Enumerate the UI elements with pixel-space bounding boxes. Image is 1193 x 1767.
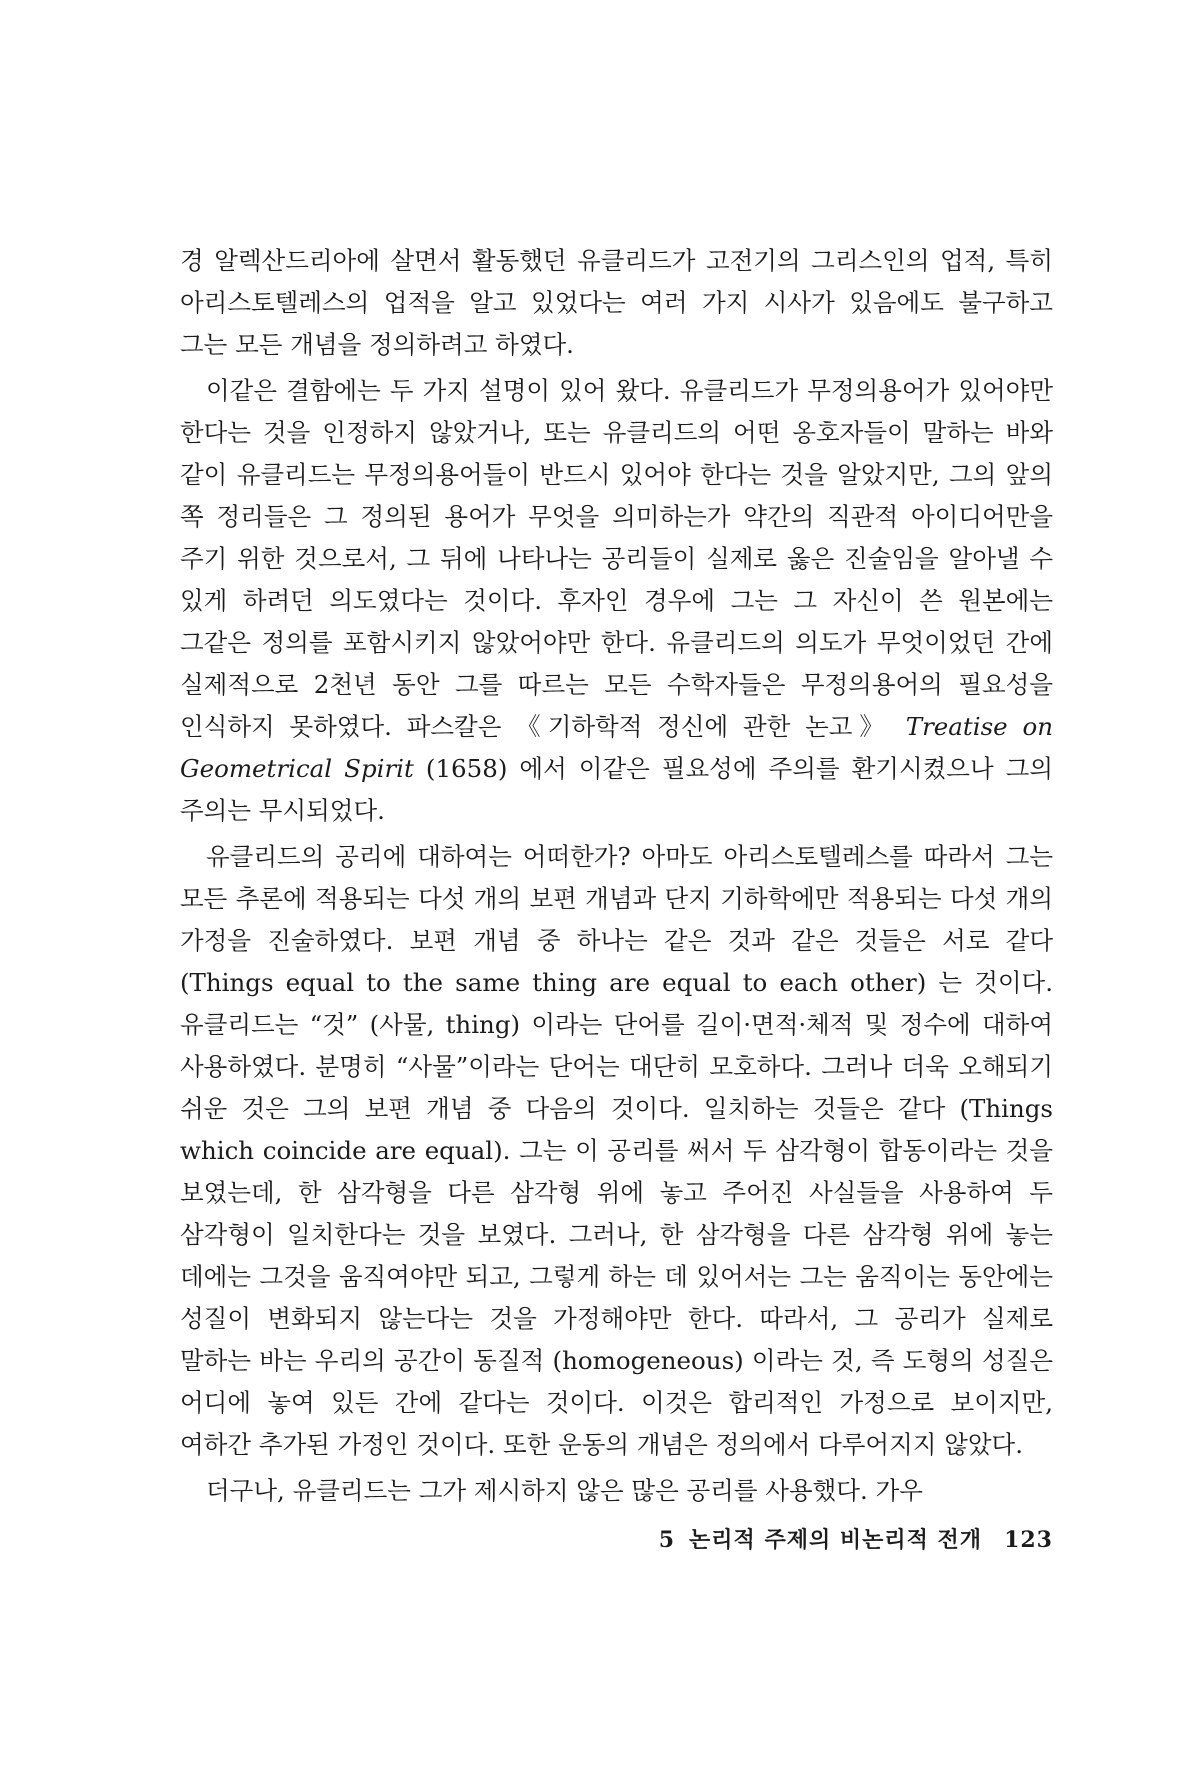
paragraph-4: 더구나, 유클리드는 그가 제시하지 않은 많은 공리를 사용했다. 가우 [206,1476,923,1505]
paragraph-2 [180,370,1053,832]
paragraph-2-text-after: (1658) 에서 이같은 필요성에 주의를 환기시켰으나 그의 주의는 무시되었다. [180,754,1053,825]
page-number: 123 [1004,1527,1053,1553]
paragraph-1: 경 알렉산드리아에 살면서 활동했던 유클리드가 고전기의 그리스인의 업적, 특히 아리스토텔레스의 업적을 알고 있었다는 여러 가지 시사가 있음에도 불구하고 그는 모든 개념을 정의하려고 하였다. [180,246,1053,359]
paragraph-3: 유클리드의 공리에 대하여는 어떠한가? 아마도 아리스토텔레스를 따라서 그는 모든 추론에 적용되는 다섯 개의 보편 개념과 단지 기하학에만 적용되는 다섯 개의 가정을 진술하였다. 보편 개념 중 하나는 같은 것과 같은 것들은 서로 같다 (Things equal to the same thing are equal to each other) 는 것이다. 유클리드는 “것” (사물, thing) 이라는 단어를 길이·면적·체적 및 정수에 대하여 사용하였다. 분명히 “사물”이라는 단어는 대단히 모호하다. 그러나 더욱 오해되기 쉬운 것은 그의 보편 개념 중 다음의 것이다. 일치하는 것들은 같다 (Things which coincide are equal). 그는 이 공리를 써서 두 삼각형이 합동이라는 것을 보였는데, 한 삼각형을 다른 삼각형 위에 놓고 주어진 사실들을 사용하여 두 삼각형이 일치한다는 것을 보였다. 그러나, 한 삼각형을 다른 삼각형 위에 놓는 데에는 그것을 움직여야만 되고, 그렇게 하는 데 있어서는 그는 움직이는 동안에는 성질이 변화되지 않는다는 것을 가정해야만 한다. 따라서, 그 공리가 실제로 말하는 바는 우리의 공간이 동질적 (homogeneous) 이라는 것, 즉 도형의 성질은 어디에 놓여 있든 간에 같다는 것이다. 이것은 합리적인 가정으로 보이지만, 여하간 추가된 가정인 것이다. 또한 운동의 개념은 정의에서 다루어지지 않았다. [180,842,1053,1459]
footer-chapter-title: 논리적 주제의 비논리적 전개 [689,1527,983,1553]
paragraph-2-text-before: 이같은 결함에는 두 가지 설명이 있어 왔다. 유클리드가 무정의용어가 있어야만 한다는 것을 인정하지 않았거나, 또는 유클리드의 어떤 옹호자들이 말하는 바와 같이 유클리드는 무정의용어들이 반드시 있어야 한다는 것을 알았지만, 그의 앞의 쪽 정리들은 그 정의된 용어가 무엇을 의미하는가 약간의 직관적 아이디어만을 주기 위한 것으로서, 그 뒤에 나타나는 공리들이 실제로 옳은 진술임을 알아낼 수 있게 하려던 의도였다는 것이다. 후자인 경우에 그는 그 자신이 쓴 원본에는 그같은 정의를 포함시키지 않았어야만 한다. 유클리드의 의도가 무엇이었던 간에 실제적으로 2천년 동안 그를 따르는 모든 수학자들은 무정의용어의 필요성을 인식하지 못하였다. 파스칼은 《기하학적 정신에 관한 논고》 [180,376,1053,741]
footer-chapter-number: 5 [658,1527,676,1553]
treatise-title: Treatise on Geometrical Spirit [180,712,1053,783]
page-text [180,240,1053,1512]
running-footer [659,1523,1053,1554]
